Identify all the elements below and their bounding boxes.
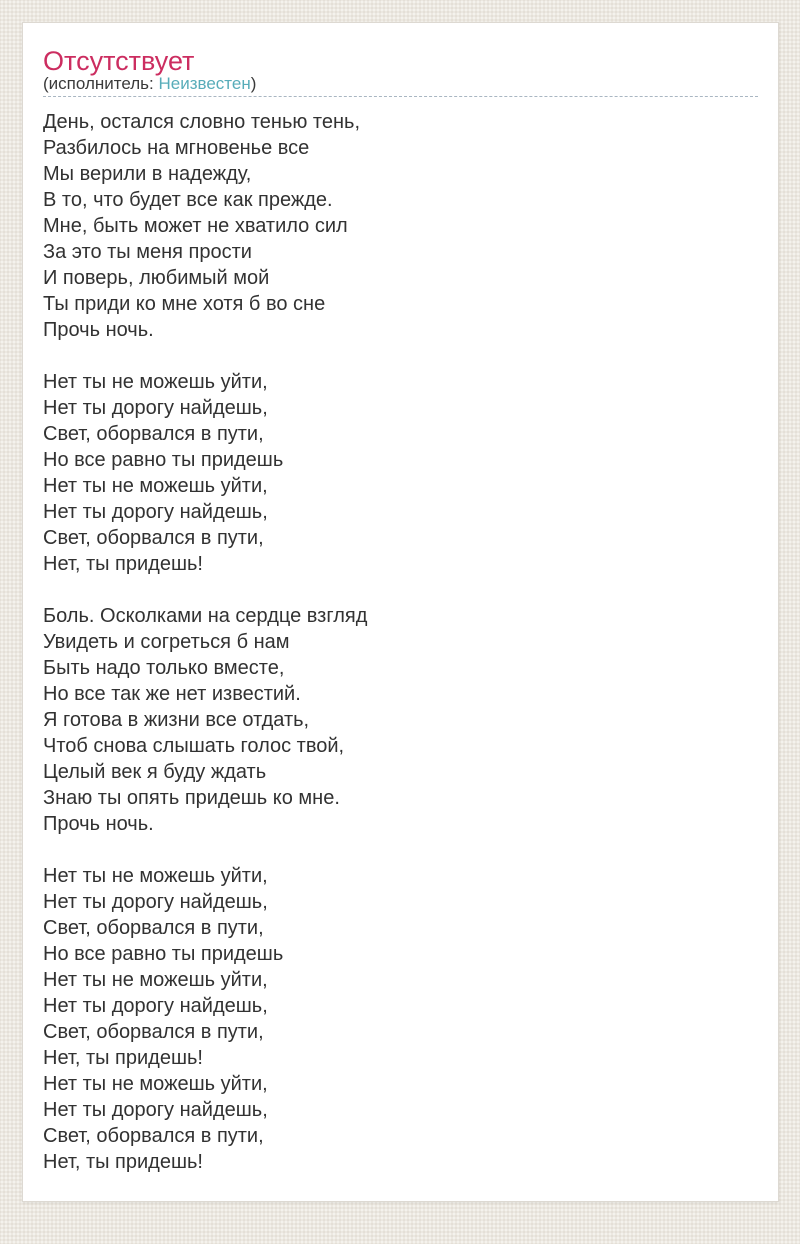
artist-label-suffix: ) [250,74,257,93]
lyric-line: Мне, быть может не хватило сил [43,215,348,237]
lyric-line: Чтоб снова слышать голос твой, [43,735,345,757]
stanza [43,369,758,577]
lyrics-text [43,109,758,1175]
lyric-line: Мы верили в надежду, [43,163,252,185]
lyric-line: Боль. Осколками на сердце взгляд [43,605,368,627]
lyric-line: Свет, оборвался в пути, [43,423,264,445]
lyric-line: Свет, оборвался в пути, [43,527,264,549]
lyric-line: Прочь ночь. [43,813,154,835]
lyric-line: В то, что будет все как прежде. [43,189,333,211]
lyric-line: Увидеть и согреться б нам [43,631,290,653]
lyric-line: Разбилось на мгновенье все [43,137,310,159]
lyric-line: День, остался словно тенью тень, [43,111,361,133]
artist-label: (исполнитель: [43,74,159,93]
stanza [43,109,758,343]
artist-row [43,75,758,97]
lyric-line: Нет ты дорогу найдешь, [43,891,268,913]
lyric-line: Целый век я буду ждать [43,761,267,783]
lyric-line: Нет ты дорогу найдешь, [43,501,268,523]
lyric-line: Свет, оборвался в пути, [43,1125,264,1147]
page-title: Отсутствует [43,46,195,76]
lyric-line: Знаю ты опять придешь ко мне. [43,787,340,809]
lyric-line: Нет ты не можешь уйти, [43,1073,268,1095]
lyric-line: Нет ты не можешь уйти, [43,371,268,393]
lyric-line: Но все так же нет известий. [43,683,301,705]
lyric-line: Ты приди ко мне хотя б во сне [43,293,326,315]
lyric-line: Нет ты дорогу найдешь, [43,397,268,419]
lyric-line: Нет, ты придешь! [43,1047,203,1069]
stanza [43,863,758,1175]
lyric-line: Нет ты дорогу найдешь, [43,995,268,1017]
lyric-line: Я готова в жизни все отдать, [43,709,310,731]
lyric-line: Свет, оборвался в пути, [43,917,264,939]
lyric-line: Нет ты не можешь уйти, [43,969,268,991]
lyric-line: За это ты меня прости [43,241,252,263]
lyric-line: Нет ты дорогу найдешь, [43,1099,268,1121]
stanza [43,603,758,837]
lyric-line: Быть надо только вместе, [43,657,285,679]
lyric-line: Свет, оборвался в пути, [43,1021,264,1043]
artist-link[interactable]: Неизвестен [158,74,251,93]
lyric-line: Но все равно ты придешь [43,449,284,471]
lyric-line: Прочь ночь. [43,319,154,341]
lyric-line: Нет, ты придешь! [43,1151,203,1173]
lyrics-card [22,22,779,1202]
lyric-line: Нет ты не можешь уйти, [43,865,268,887]
lyric-line: Нет, ты придешь! [43,553,203,575]
lyric-line: Но все равно ты придешь [43,943,284,965]
lyric-line: Нет ты не можешь уйти, [43,475,268,497]
lyric-line: И поверь, любимый мой [43,267,270,289]
